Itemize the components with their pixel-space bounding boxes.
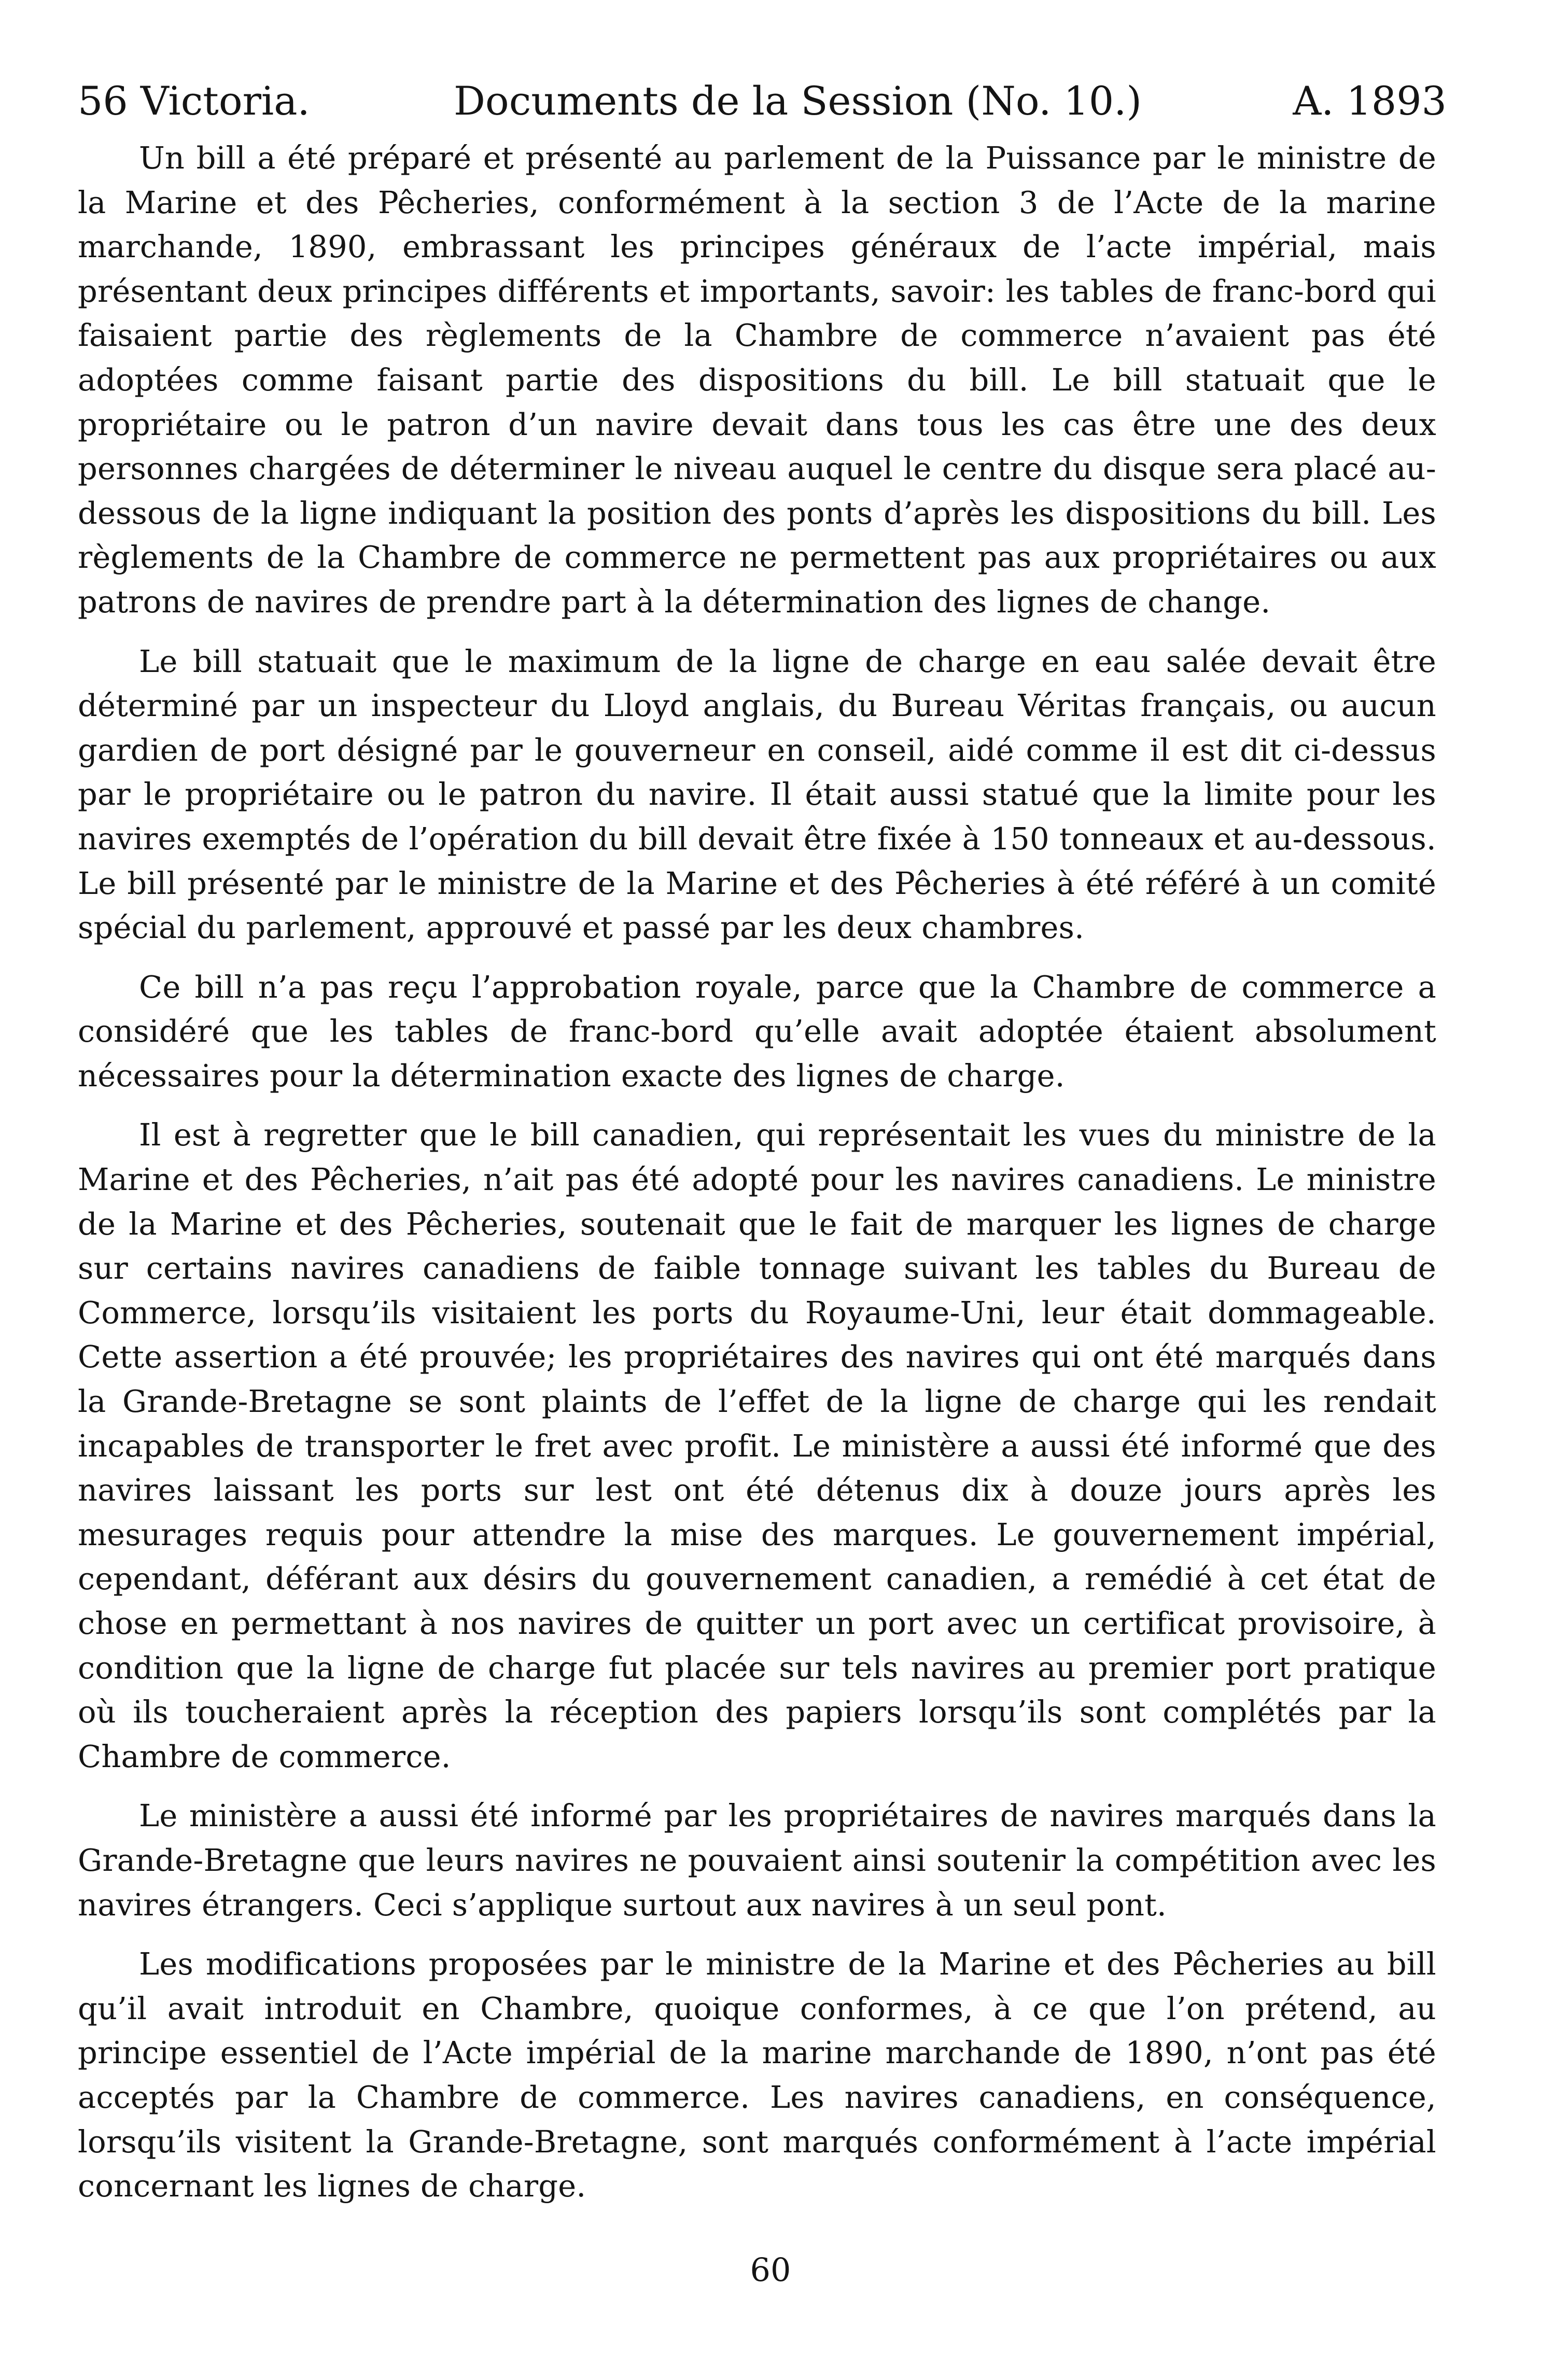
paragraph-2: Le bill statuait que le maximum de la ligne de charge en eau salée devait être déterminé par un inspecteur du Lloyd anglais, du Bureau Véritas français, ou aucun gardien de port désigné par le gouverneur en conseil, aidé comme il est dit ci-dessus par le propriétaire ou le patron du navire. Il était aussi statué que la limite pour les navires exemptés de l’opération du bill devait être fixée à 150 tonneaux et au-dessous. Le bill présenté par le ministre de la Marine et des Pêcheries à été référé à un comité spécial du parlement, approuvé et passé par les deux chambres. — [78, 643, 1436, 946]
paragraph-6: Les modifications proposées par le ministre de la Marine et des Pêcheries au bill qu’il avait introduit en Chambre, quoique conformes, à ce que l’on prétend, au principe essentiel de l’Acte impérial de la marine marchande de 1890, n’ont pas été acceptés par la Chambre de commerce. Les navires canadiens, en conséquence, lorsqu’ils visitent la Grande-Bretagne, sont marqués conformément à l’acte impérial concernant les lignes de charge. — [78, 1946, 1436, 2204]
page-number: 60 — [750, 2251, 791, 2289]
paragraph-1: Un bill a été préparé et présenté au parlement de la Puissance par le ministre de la Marine et des Pêcheries, conformément à la section 3 de l’Acte de la marine marchande, 1890, embrassant les principes généraux de l’acte impérial, mais présentant deux principes différents et importants, savoir: les tables de franc-bord qui faisaient partie des règlements de la Chambre de commerce n’avaient pas été adoptées comme faisant partie des dispositions du bill. Le bill statuait que le propriétaire ou le patron d’un navire devait dans tous les cas être une des deux personnes chargées de déterminer le niveau auquel le centre du disque sera placé au-dessous de la ligne indiquant la position des ponts d’après les dispositions du bill. Les règlements de la Chambre de commerce ne permettent pas aux propriétaires ou aux patrons de navires de prendre part à la détermination des lignes de change. — [78, 140, 1436, 620]
header-year: A. 1893 — [1293, 78, 1447, 124]
paragraph-4: Il est à regretter que le bill canadien, qui représentait les vues du ministre de la Marine et des Pêcheries, n’ait pas été adopté pour les navires canadiens. Le ministre de la Marine et des Pêcheries, soutenait que le fait de marquer les lignes de charge sur certains navires canadiens de faible tonnage suivant les tables du Bureau de Commerce, lorsqu’ils visitaient les ports du Royaume-Uni, leur était dommageable. Cette assertion a été prouvée; les propriétaires des navires qui ont été marqués dans la Grande-Bretagne se sont plaints de l’effet de la ligne de charge qui les rendait incapables de transporter le fret avec profit. Le ministère a aussi été informé que des navires laissant les ports sur lest ont été détenus dix à douze jours après les mesurages requis pour attendre la mise des marques. Le gouvernement impérial, cependant, déférant aux désirs du gouvernement canadien, a remédié à cet état de chose en permettant à nos navires de quitter un port avec un certificat provisoire, à condition que la ligne de charge fut placée sur tels navires au premier port pratique où ils toucheraient après la réception des papiers lorsqu’ils sont complétés par la Chambre de commerce. — [78, 1117, 1436, 1774]
body-text — [78, 136, 1436, 2223]
running-header — [78, 73, 1447, 130]
header-title: Documents de la Session (No. 10.) — [454, 78, 1142, 124]
paragraph-3: Ce bill n’a pas reçu l’approbation royale, parce que la Chambre de commerce a considéré que les tables de franc-bord qu’elle avait adoptée étaient absolument nécessaires pour la détermination exacte des lignes de charge. — [78, 969, 1436, 1094]
header-volume: 56 Victoria. — [78, 78, 310, 124]
paragraph-5: Le ministère a aussi été informé par les propriétaires de navires marqués dans la Grande-Bretagne que leurs navires ne pouvaient ainsi soutenir la compétition avec les navires étrangers. Ceci s’applique surtout aux navires à un seul pont. — [78, 1798, 1436, 1923]
